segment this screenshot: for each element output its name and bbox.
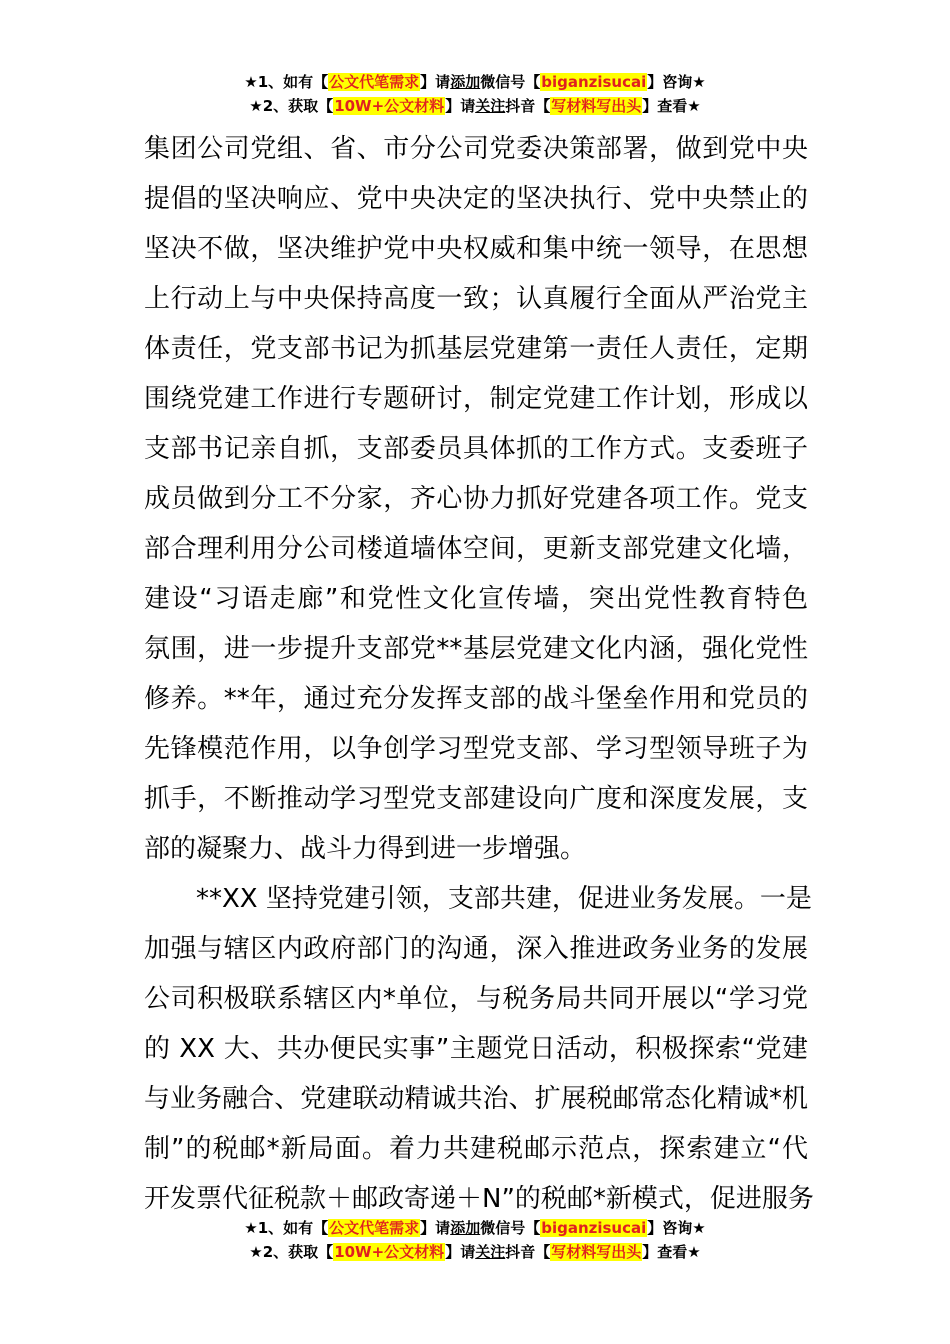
body-line: 建设“习语走廊”和党性文化宣传墙，突出党性教育特色 xyxy=(144,584,808,614)
document-body xyxy=(144,124,814,1224)
banner-line-1: ★1、如有【公文代笔需求】请添加微信号【biganzisucai】咨询★ xyxy=(244,73,706,91)
highlight-douyin-account: 写材料写出头 xyxy=(551,97,642,115)
body-line: 开发票代征税款＋邮政寄递＋N”的税邮*新模式，促进服务 xyxy=(144,1184,814,1214)
header-banner xyxy=(0,70,950,118)
highlight-wechat-id: biganzisucai xyxy=(541,1219,647,1237)
body-line: 的 XX 大、共办便民实事”主题党日活动，积极探索“党建 xyxy=(144,1034,808,1064)
body-line: 修养。**年，通过充分发挥支部的战斗堡垒作用和党员的 xyxy=(144,684,808,714)
banner-line-2: ★2、获取【10W+公文材料】请关注抖音【写材料写出头】查看★ xyxy=(249,97,701,115)
highlight-service: 公文代笔需求 xyxy=(329,73,420,91)
body-line: 上行动上与中央保持高度一致；认真履行全面从严治党主 xyxy=(144,284,808,314)
body-line: 部的凝聚力、战斗力得到进一步增强。 xyxy=(144,834,587,864)
body-line: 公司积极联系辖区内*单位，与税务局共同开展以“学习党 xyxy=(144,984,808,1014)
body-line: 抓手，不断推动学习型党支部建设向广度和深度发展，支 xyxy=(144,784,808,814)
body-line: 与业务融合、党建联动精诚共治、扩展税邮常态化精诚*机 xyxy=(144,1084,808,1114)
body-line: 制”的税邮*新局面。着力共建税邮示范点，探索建立“代 xyxy=(144,1134,808,1164)
banner-line-2: ★2、获取【10W+公文材料】请关注抖音【写材料写出头】查看★ xyxy=(249,1243,701,1261)
highlight-materials: 10W+公文材料 xyxy=(334,1243,445,1261)
body-line: 先锋模范作用，以争创学习型党支部、学习型领导班子为 xyxy=(144,734,808,764)
body-line: 成员做到分工不分家，齐心协力抓好党建各项工作。党支 xyxy=(144,484,808,514)
body-line: 氛围，进一步提升支部党**基层党建文化内涵，强化党性 xyxy=(144,634,808,664)
banner-line-1: ★1、如有【公文代笔需求】请添加微信号【biganzisucai】咨询★ xyxy=(244,1219,706,1237)
paragraph-heading-line: **XX 坚持党建引领，支部共建，促进业务发展。一是 xyxy=(196,884,812,914)
body-line: 加强与辖区内政府部门的沟通，深入推进政务业务的发展 xyxy=(144,934,808,964)
body-line: 体责任，党支部书记为抓基层党建第一责任人责任，定期 xyxy=(144,334,808,364)
body-line: 部合理利用分公司楼道墙体空间，更新支部党建文化墙， xyxy=(144,534,808,564)
highlight-wechat-id: biganzisucai xyxy=(541,73,647,91)
body-line: 坚决不做，坚决维护党中央权威和集中统一领导，在思想 xyxy=(144,234,808,264)
footer-banner xyxy=(0,1216,950,1264)
highlight-materials: 10W+公文材料 xyxy=(334,97,445,115)
body-line: 支部书记亲自抓，支部委员具体抓的工作方式。支委班子 xyxy=(144,434,808,464)
body-line: 围绕党建工作进行专题研讨，制定党建工作计划，形成以 xyxy=(144,384,808,414)
body-line: 提倡的坚决响应、党中央决定的坚决执行、党中央禁止的 xyxy=(144,184,808,214)
body-line: 集团公司党组、省、市分公司党委决策部署，做到党中央 xyxy=(144,134,808,164)
highlight-service: 公文代笔需求 xyxy=(329,1219,420,1237)
highlight-douyin-account: 写材料写出头 xyxy=(551,1243,642,1261)
